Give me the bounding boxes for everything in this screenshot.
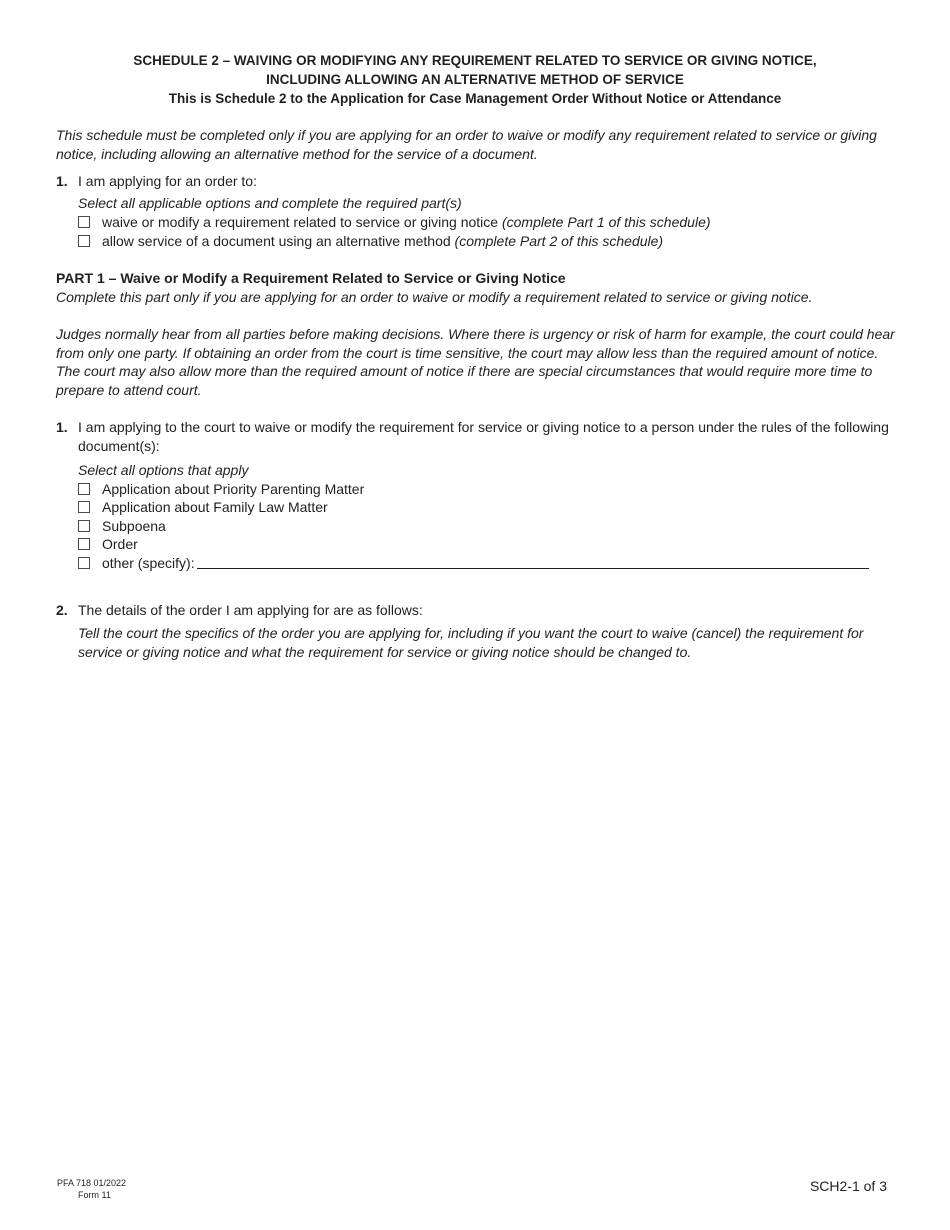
part1-subheading: Complete this part only if you are applying for an order to waive or modify a requirement related to service or giving notice. — [56, 289, 813, 305]
option-label: allow service of a document using an alternative method — [102, 233, 451, 249]
doc-option-priority-parenting[interactable] — [78, 481, 364, 497]
option-label: Subpoena — [102, 518, 166, 534]
part1-q2-instruction: Tell the court the specifics of the order you are applying for, including if you want the court to waive (cancel) the requirement for service or giving notice and what the requirement for service or giving notice should be changed to. — [78, 625, 864, 660]
checkbox[interactable] — [78, 538, 90, 550]
form-number: Form 11 — [78, 1190, 111, 1200]
doc-option-other[interactable] — [78, 555, 195, 571]
intro-text: This schedule must be completed only if you are applying for an order to waive or modify any requirement related to service or giving notice, including allowing an alternative method for the service of a document. — [56, 127, 877, 162]
section1-question: I am applying for an order to: — [78, 173, 257, 189]
option-label: Order — [102, 536, 138, 552]
doc-option-order[interactable] — [78, 536, 138, 552]
option-note: (complete Part 2 of this schedule) — [454, 233, 664, 249]
doc-option-subpoena[interactable] — [78, 518, 166, 534]
checkbox[interactable] — [78, 501, 90, 513]
other-specify-line[interactable] — [197, 568, 869, 569]
part1-q2-number: 2. — [56, 602, 68, 618]
part1-explanation: Judges normally hear from all parties before making decisions. Where there is urgency or risk of harm for example, the court could hear from only one party. If obtaining an order from the court is time sensitive, the court may allow less than the required amount of notice. The court may also allow more than the required amount of notice if there are special circumstances that would require more time to prepare to attend court. — [56, 326, 895, 398]
schedule-title: SCHEDULE 2 – WAIVING OR MODIFYING ANY REQUIREMENT RELATED TO SERVICE OR GIVING NOTICE, — [133, 53, 817, 68]
option-label: other (specify): — [102, 555, 195, 571]
part1-q2-text: The details of the order I am applying for are as follows: — [78, 602, 423, 618]
doc-option-family-law[interactable] — [78, 499, 328, 515]
page-number: SCH2-1 of 3 — [809, 1178, 887, 1194]
option-label: Application about Priority Parenting Matter — [102, 481, 365, 497]
section1-number: 1. — [56, 173, 68, 189]
option-waive-modify[interactable] — [78, 214, 711, 230]
checkbox[interactable] — [78, 216, 90, 228]
form-code: PFA 718 01/2022 — [57, 1178, 127, 1188]
schedule-title-continued: INCLUDING ALLOWING AN ALTERNATIVE METHOD OF SERVICE — [266, 72, 684, 87]
option-alternative-method[interactable] — [78, 233, 663, 249]
part1-q1-number: 1. — [56, 419, 68, 435]
option-label: Application about Family Law Matter — [102, 499, 328, 515]
option-label: waive or modify a requirement related to service or giving notice — [102, 214, 499, 230]
checkbox[interactable] — [78, 483, 90, 495]
checkbox[interactable] — [78, 520, 90, 532]
checkbox[interactable] — [78, 557, 90, 569]
option-note: (complete Part 1 of this schedule) — [501, 214, 711, 230]
part1-q1-text: I am applying to the court to waive or modify the requirement for service or giving notice to a person under the rules of the following document(s): — [78, 419, 889, 454]
checkbox[interactable] — [78, 235, 90, 247]
section1-instruction: Select all applicable options and complete the required part(s) — [78, 195, 462, 211]
part1-q1-instruction: Select all options that apply — [78, 462, 249, 478]
schedule-subtitle: This is Schedule 2 to the Application for Case Management Order Without Notice or Attendance — [168, 91, 782, 106]
part1-heading: PART 1 – Waive or Modify a Requirement Related to Service or Giving Notice — [56, 270, 566, 286]
